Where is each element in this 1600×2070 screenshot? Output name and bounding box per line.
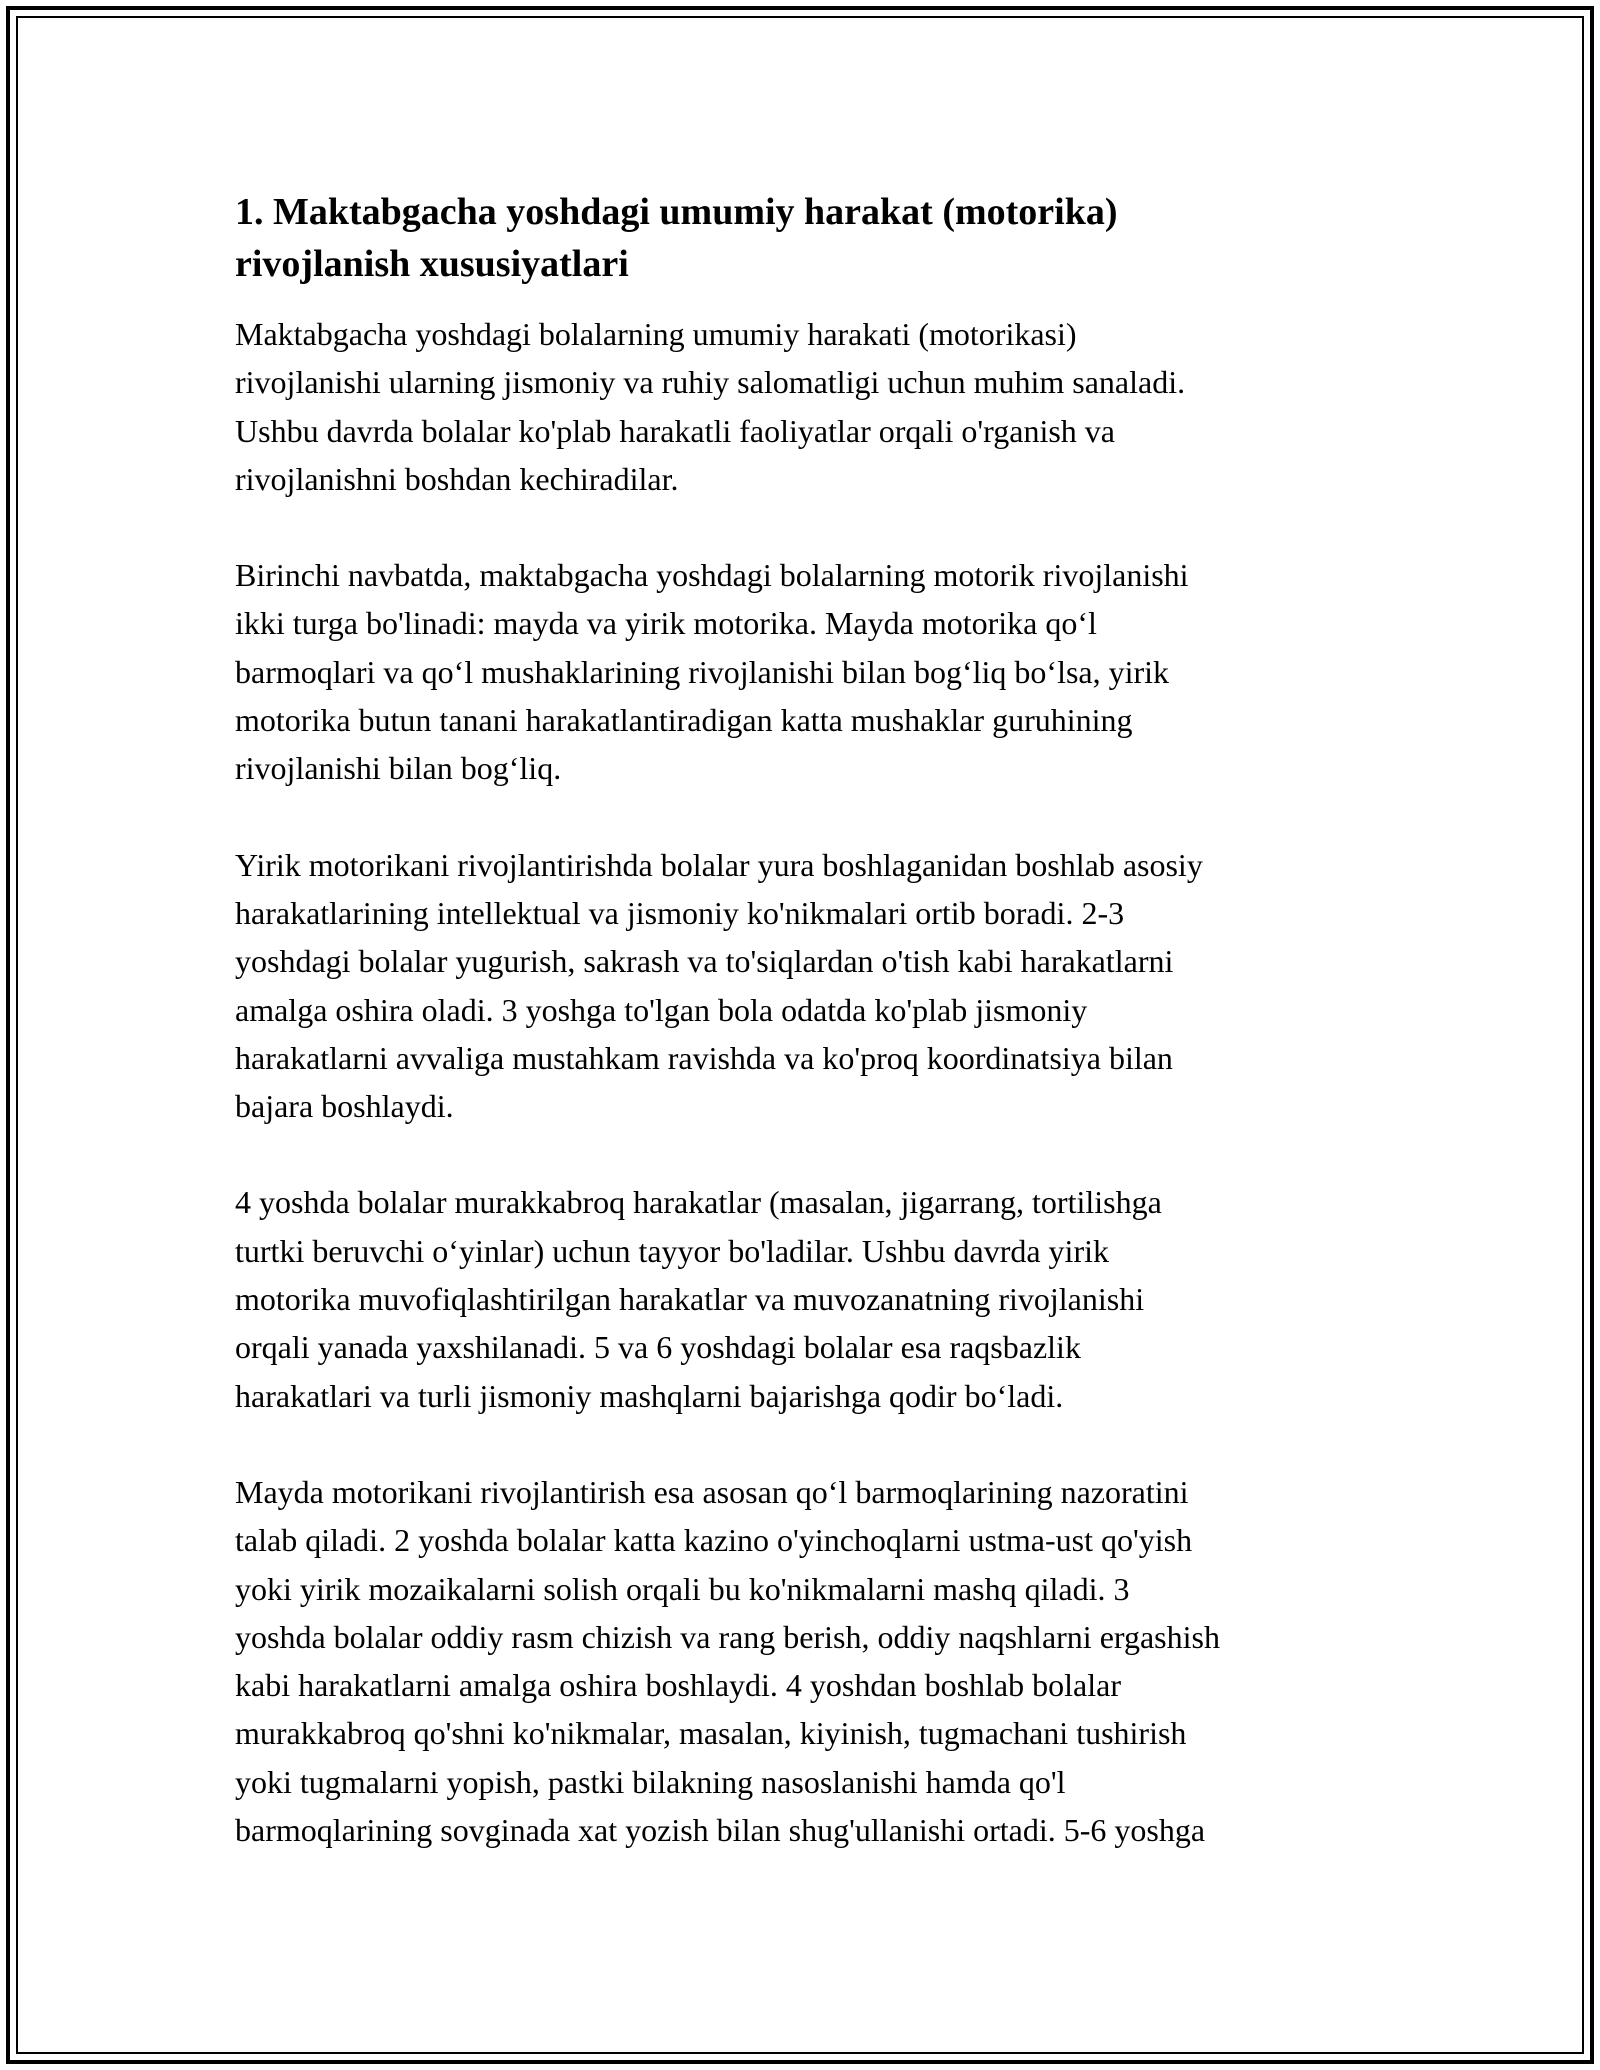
title-line: rivojlanish xususiyatlari (235, 243, 629, 285)
paragraph (235, 310, 1375, 503)
text-line: talab qiladi. 2 yoshda bolalar katta kazino o'yinchoqlarni ustma-ust qo'yish (235, 1522, 1193, 1559)
paragraph (235, 551, 1375, 792)
text-line: yoki tugmalarni yopish, pastki bilakning nasoslanishi hamda qo'l (235, 1763, 1066, 1800)
text-line: orqali yanada yaxshilanadi. 5 va 6 yoshdagi bolalar esa raqsbazlik (235, 1329, 1081, 1366)
text-line: murakkabroq qo'shni ko'nikmalar, masalan, kiyinish, tugmachani tushirish (235, 1715, 1187, 1752)
document-title (235, 186, 1375, 290)
text-line: turtki beruvchi o‘yinlar) uchun tayyor bo'ladilar. Ushbu davrda yirik (235, 1232, 1109, 1269)
text-line: amalga oshira oladi. 3 yoshga to'lgan bola odatda ko'plab jismoniy (235, 991, 1088, 1028)
text-line: Birinchi navbatda, maktabgacha yoshdagi bolalarning motorik rivojlanishi (235, 557, 1189, 594)
paragraph (235, 1178, 1375, 1419)
text-line: bajara boshlaydi. (235, 1088, 454, 1125)
text-line: Maktabgacha yoshdagi bolalarning umumiy harakati (motorikasi) (235, 316, 1077, 352)
text-line: motorika muvofiqlashtirilgan harakatlar va muvozanatning rivojlanishi (235, 1281, 1145, 1318)
text-line: rivojlanishi ularning jismoniy va ruhiy salomatligi uchun muhim sanaladi. (235, 364, 1186, 401)
text-line: 4 yoshda bolalar murakkabroq harakatlar (masalan, jigarrang, tortilishga (235, 1184, 1162, 1221)
text-line: harakatlari va turli jismoniy mashqlarni bajarishga qodir bo‘ladi. (235, 1377, 1064, 1414)
document-body (235, 186, 1375, 1902)
text-line: rivojlanishni boshdan kechiradilar. (235, 460, 679, 497)
text-line: Yirik motorikani rivojlantirishda bolalar yura boshlaganidan boshlab asosiy (235, 846, 1203, 883)
text-line: barmoqlarining sovginada xat yozish bilan shug'ullanishi ortadi. 5-6 yoshga (235, 1812, 1206, 1849)
text-line: Mayda motorikani rivojlantirish esa asosan qo‘l barmoqlarining nazoratini (235, 1473, 1189, 1510)
text-line: yoshda bolalar oddiy rasm chizish va rang berish, oddiy naqshlarni ergashish (235, 1618, 1220, 1655)
paragraph (235, 1468, 1375, 1854)
text-line: ikki turga bo'linadi: mayda va yirik motorika. Mayda motorika qo‘l (235, 605, 1097, 642)
text-line: barmoqlari va qo‘l mushaklarining rivojlanishi bilan bog‘liq bo‘lsa, yirik (235, 653, 1170, 690)
text-line: yoshdagi bolalar yugurish, sakrash va to'siqlardan o'tish kabi harakatlarni (235, 943, 1174, 980)
text-line: harakatlarining intellektual va jismoniy ko'nikmalari ortib boradi. 2-3 (235, 894, 1125, 931)
text-line: harakatlarni avvaliga mustahkam ravishda va ko'proq koordinatsiya bilan (235, 1039, 1173, 1076)
text-line: rivojlanishi bilan bog‘liq. (235, 750, 562, 787)
text-line: motorika butun tanani harakatlantiradigan katta mushaklar guruhining (235, 702, 1133, 739)
title-line: 1. Maktabgacha yoshdagi umumiy harakat (motorika) (235, 191, 1118, 233)
text-line: kabi harakatlarni amalga oshira boshlaydi. 4 yoshdan boshlab bolalar (235, 1667, 1121, 1704)
text-line: Ushbu davrda bolalar ko'plab harakatli faoliyatlar orqali o'rganish va (235, 412, 1115, 449)
text-line: yoki yirik mozaikalarni solish orqali bu ko'nikmalarni mashq qiladi. 3 (235, 1570, 1130, 1607)
paragraph (235, 841, 1375, 1131)
